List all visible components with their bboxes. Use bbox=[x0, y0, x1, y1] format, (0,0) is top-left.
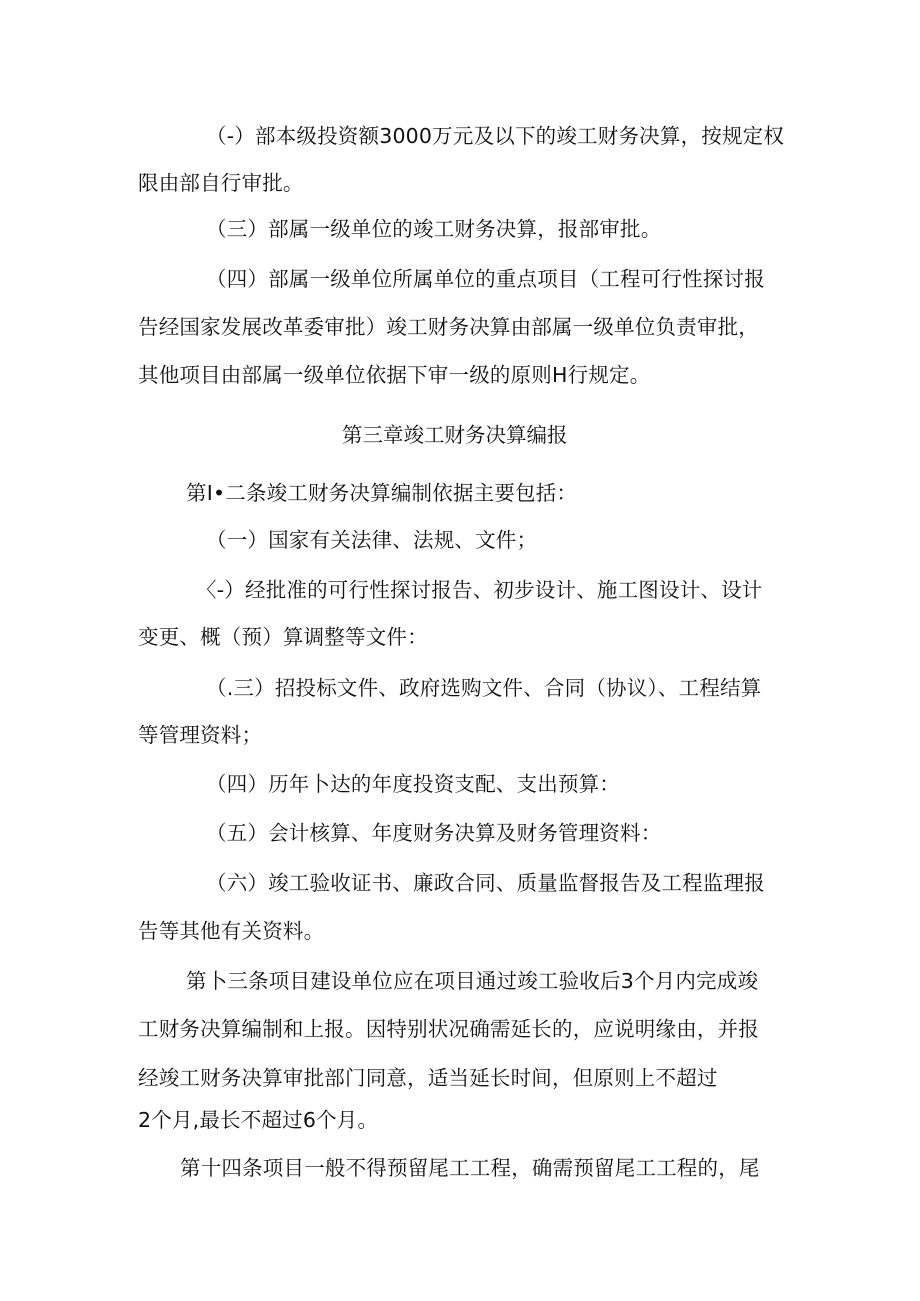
text-line: （三）部属一级单位的竣工财务决算，报部审批。 bbox=[206, 217, 662, 241]
text-line: 变更、概（预）算调整等文件： bbox=[138, 625, 428, 649]
text-line: 限由部自行审批。 bbox=[138, 171, 304, 195]
text-line: 告经国家发展改革委审批）竣工财务决算由部属一级单位负责审批， bbox=[138, 315, 759, 339]
text-line: 等管理资料； bbox=[138, 723, 263, 747]
text-line: 第I•二条竣工财务决算编制依据主要包括： bbox=[186, 481, 578, 505]
text-line: （.三）招投标文件、政府选购文件、合同（协议）、工程结算 bbox=[206, 676, 762, 700]
text-line: 第十四条项目一般不得预留尾工工程，确需预留尾工工程的，尾 bbox=[180, 1156, 760, 1180]
text-line: 经竣工财务决算审批部门同意，适当延长时间，但原则上不超过 bbox=[138, 1066, 718, 1090]
text-line: 告等其他有关资料。 bbox=[138, 919, 325, 943]
text-line: （四）部属一级单位所属单位的重点项目（工程可行性探讨报 bbox=[206, 267, 765, 291]
text-line: 〈-）经批准的可行性探讨报告、初步设计、施工图设计、设计 bbox=[196, 578, 763, 602]
text-line: 2个月,最长不超过6个月。 bbox=[138, 1108, 379, 1132]
text-line: （五）会计核算、年度财务决算及财务管理资料： bbox=[206, 821, 662, 845]
text-line: （四）历年卜达的年度投资支配、支出预算： bbox=[206, 772, 620, 796]
chapter-heading: 第三章竣工财务决算编报 bbox=[342, 423, 568, 447]
text-line: （-）部本级投资额3000万元及以下的竣工财务决算，按规定权 bbox=[206, 124, 785, 148]
text-line: （一）国家有关法律、法规、文件； bbox=[206, 528, 538, 552]
text-line: 其他项目由部属一级单位依据下审一级的原则H行规定。 bbox=[138, 363, 651, 387]
text-line: （六）竣工验收证书、廉政合同、质量监督报告及工程监理报 bbox=[206, 871, 765, 895]
text-line: 工财务决算编制和上报。因特别状况确需延长的，应说明缘由，并报 bbox=[138, 1017, 759, 1041]
text-line: 第卜三条项目建设单位应在项目通过竣工验收后3个月内完成竣 bbox=[186, 969, 759, 993]
